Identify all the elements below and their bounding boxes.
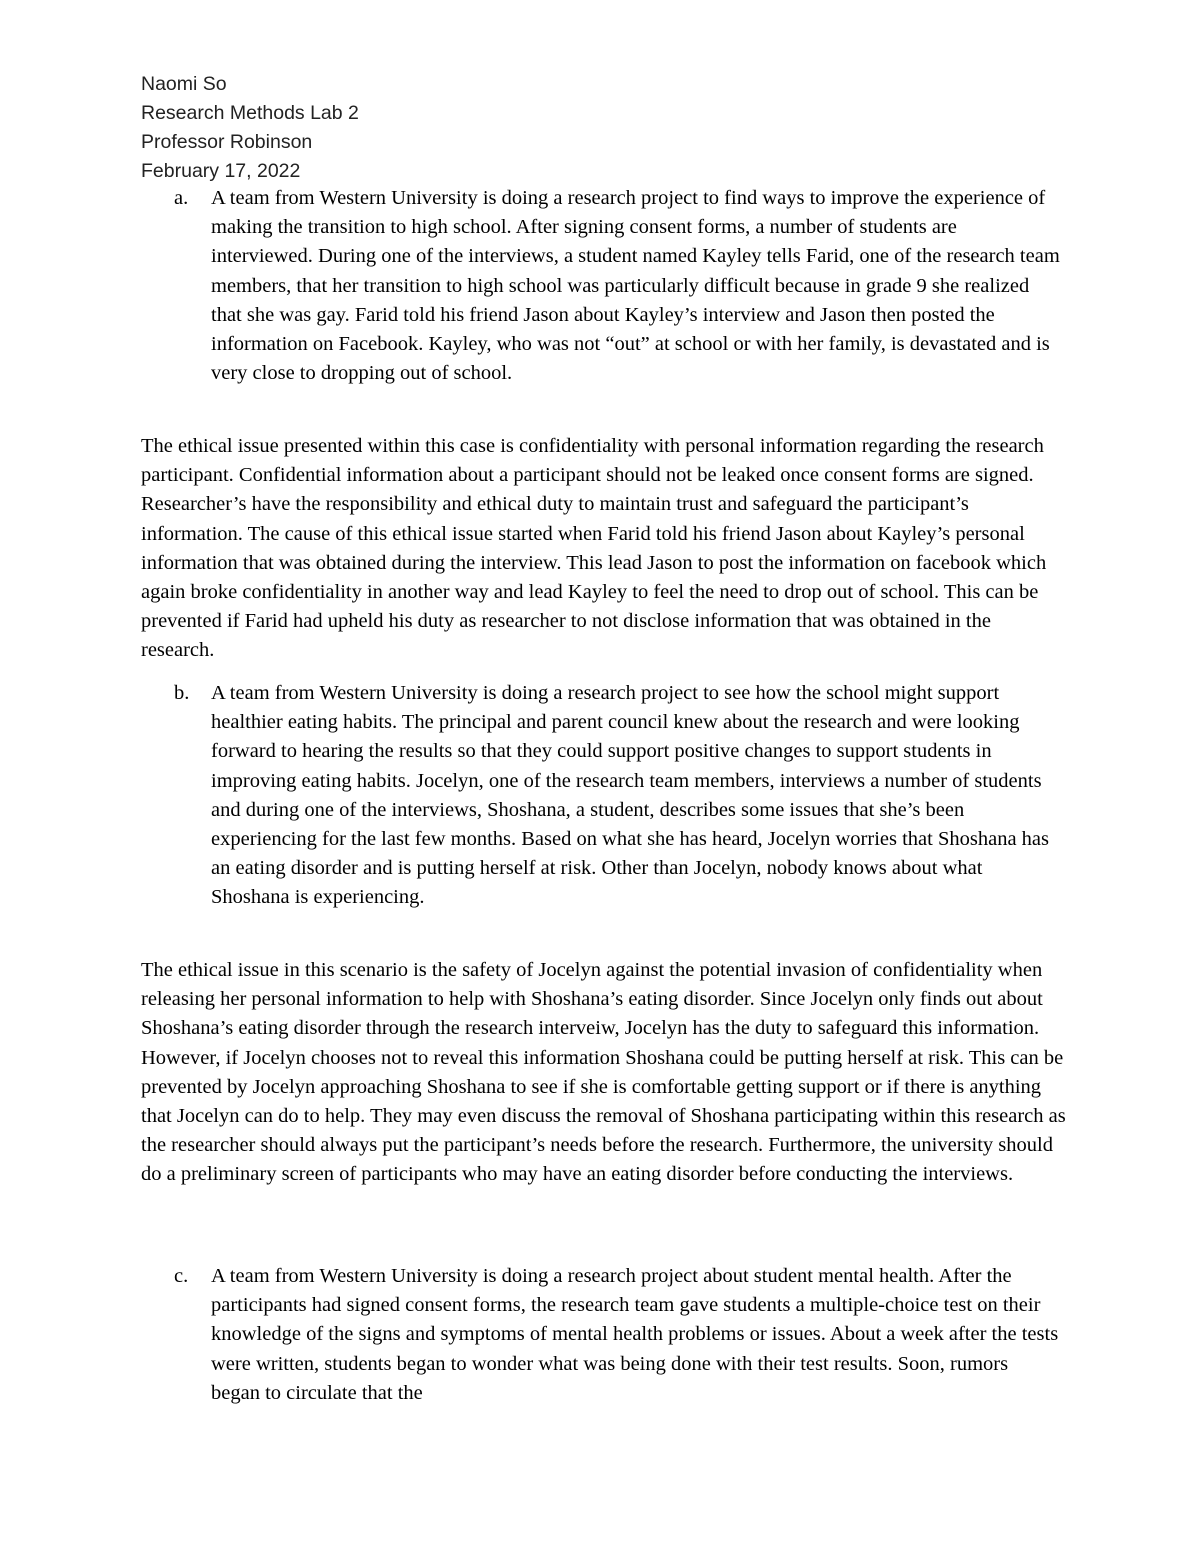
scenario-a-text: A team from Western University is doing a research project to find ways to improve the experience of making the transition to high school. After signing consent forms, a number of students are interviewed. During one of the interviews, a student named Kayley tells Farid, one of the research team members, that her transition to high school was particularly difficult because in grade 9 she realized that she was gay. Farid told his friend Jason about Kayley’s interview and Jason then posted the information on Facebook. Kayley, who was not “out” at school or with her family, is devastated and is very close to dropping out of school. <box>211 187 1060 385</box>
document-date: February 17, 2022 <box>141 160 301 182</box>
scenario-c <box>141 1262 1061 1408</box>
list-marker-b: b. <box>174 682 190 704</box>
scenario-b-text: A team from Western University is doing a research project to see how the school might support healthier eating habits. The principal and parent council knew about the research and were looking forward to hearing the results so that they could support positive changes to support students in improving eating habits. Jocelyn, one of the research team members, interviews a number of students and during one of the interviews, Shoshana, a student, describes some issues that she’s been experiencing for the last few months. Based on what she has heard, Jocelyn worries that Shoshana has an eating disorder and is putting herself at risk. Other than Jocelyn, nobody knows about what Shoshana is experiencing. <box>211 682 1049 909</box>
professor-name: Professor Robinson <box>141 131 313 153</box>
list-marker-c: c. <box>174 1265 189 1287</box>
author-name: Naomi So <box>141 73 227 95</box>
response-paragraph-a: The ethical issue presented within this case is confidentiality with personal information regarding the research participant. Confidential information about a participant should not be leaked once consent forms are signed. Researcher’s have the responsibility and ethical duty to maintain trust and safeguard the participant’s information. The cause of this ethical issue started when Farid told his friend Jason about Kayley’s personal information that was obtained during the interview. This lead Jason to post the information on facebook which again broke confidentiality in another way and lead Kayley to feel the need to drop out of school. This can be prevented if Farid had upheld his duty as researcher to not disclose information that was obtained in the research. <box>141 435 1047 662</box>
list-marker-a: a. <box>174 187 189 209</box>
document-header <box>141 70 359 186</box>
scenario-c-text: A team from Western University is doing a research project about student mental health. After the participants had signed consent forms, the research team gave students a multiple-choice test on their knowledge of the signs and symptoms of mental health problems or issues. About a week after the tests were written, students began to wonder what was being done with their test results. Soon, rumors began to circulate that the <box>211 1265 1059 1404</box>
course-title: Research Methods Lab 2 <box>141 102 359 124</box>
scenario-a <box>141 184 1061 388</box>
response-paragraph-b: The ethical issue in this scenario is the safety of Jocelyn against the potential invasion of confidentiality when releasing her personal information to help with Shoshana’s eating disorder. Since Jocelyn only finds out about Shoshana’s eating disorder through the research interveiw, Jocelyn has the duty to safeguard this information. However, if Jocelyn chooses not to reveal this information Shoshana could be putting herself at risk. This can be prevented by Jocelyn approaching Shoshana to see if she is comfortable getting support or if there is anything that Jocelyn can do to help. They may even discuss the removal of Shoshana participating within this research as the researcher should always put the participant’s needs before the research. Furthermore, the university should do a preliminary screen of participants who may have an eating disorder before conducting the interviews. <box>141 959 1066 1186</box>
scenario-b <box>141 679 1061 913</box>
